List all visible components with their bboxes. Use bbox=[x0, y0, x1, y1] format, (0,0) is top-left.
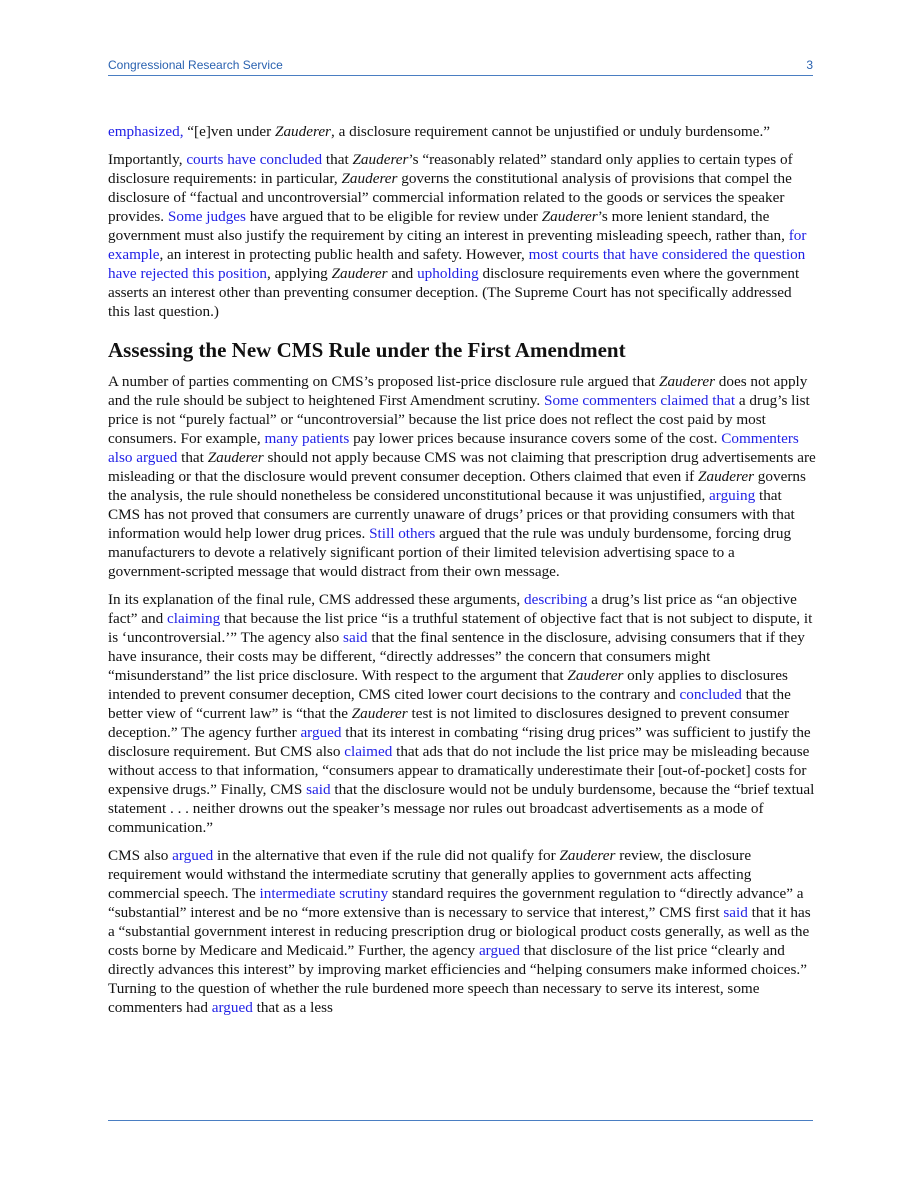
footer-divider bbox=[108, 1120, 813, 1121]
link-commenters-also-argued[interactable]: Commenters also argued bbox=[108, 430, 799, 466]
link-argued-4[interactable]: argued bbox=[211, 999, 253, 1016]
paragraph-5: CMS also argued in the alternative that even if the rule did not qualify for Zauderer review, the disclosure requirement would withstand the intermediate scrutiny that generally applies to government acts affecting commercial speech. The intermediate scrutiny standard requires the government regulation to “directly advance” a “substantial” interest and be no “more extensive than is necessary to service that interest,” CMS first said that it has a “substantial government interest in reducing prescription drug or biological product costs generally, as well as the costs borne by Medicare and Medicaid.” Further, the agency argued that disclosure of the list price “clearly and directly advances this interest” by improving market efficiencies and “helping consumers make informed choices.” Turning to the question of whether the rule burdened more speech than necessary to serve its interest, some commenters had argued that as a less bbox=[108, 847, 811, 1016]
link-for-example[interactable]: for example bbox=[108, 227, 807, 263]
link-concluded[interactable]: concluded bbox=[679, 686, 742, 703]
link-claimed[interactable]: claimed bbox=[344, 743, 393, 760]
link-said-2[interactable]: said bbox=[306, 781, 331, 798]
paragraph-3: A number of parties commenting on CMS’s proposed list-price disclosure rule argued that Zauderer does not apply and the rule should be subject to heightened First Amendment scrutiny. Some commenters claimed that a drug’s list price is not “purely factual” or “uncontroversial” because the list price does not reflect the cost paid by most consumers. For example, many patients pay lower prices because insurance covers some of the cost. Commenters also argued that Zauderer should not apply because CMS was not claiming that prescription drug advertisements are misleading or that the disclosure would prevent consumer deception. Others claimed that even if Zauderer governs the analysis, the rule should nonetheless be considered unconstitutional because it was unjustified, arguing that CMS has not proved that consumers are currently unaware of drugs’ prices or that providing consumers with that information would help lower drug prices. Still others argued that the rule was unduly burdensome, forcing drug manufacturers to devote a relatively significant portion of their limited television advertising space to a government-scripted message that would distract from their own message. bbox=[108, 373, 816, 580]
paragraph-2: Importantly, courts have concluded that Zauderer’s “reasonably related” standard only applies to certain types of disclosure requirements: in particular, Zauderer governs the constitutional analysis of provisions that compel the disclosure of “factual and uncontroversial” commercial information related to the goods or services the speaker provides. Some judges have argued that to be eligible for review under Zauderer’s more lenient standard, the government must also justify the requirement by citing an interest in preventing misleading speech, rather than, for example, an interest in protecting public health and safety. However, most courts that have considered the question have rejected this position, applying Zauderer and upholding disclosure requirements even where the government asserts an interest other than preventing consumer deception. (The Supreme Court has not specifically addressed this last question.) bbox=[108, 151, 807, 320]
link-said[interactable]: said bbox=[343, 629, 368, 646]
link-argued[interactable]: argued bbox=[300, 724, 342, 741]
link-arguing[interactable]: arguing bbox=[709, 487, 756, 504]
link-upholding[interactable]: upholding bbox=[417, 265, 479, 282]
page-number: 3 bbox=[806, 58, 813, 72]
link-argued-3[interactable]: argued bbox=[478, 942, 520, 959]
link-some-commenters[interactable]: Some commenters claimed that bbox=[544, 392, 736, 409]
document-body bbox=[108, 122, 816, 1026]
link-intermediate-scrutiny[interactable]: intermediate scrutiny bbox=[259, 885, 389, 902]
page-header bbox=[108, 57, 813, 76]
link-emphasized[interactable]: emphasized, bbox=[108, 123, 184, 140]
link-describing[interactable]: describing bbox=[524, 591, 588, 608]
paragraph-1: emphasized, “[e]ven under Zauderer, a disclosure requirement cannot be unjustified or unduly burdensome.” bbox=[108, 123, 771, 140]
link-some-judges[interactable]: Some judges bbox=[167, 208, 246, 225]
link-claiming[interactable]: claiming bbox=[167, 610, 221, 627]
link-many-patients[interactable]: many patients bbox=[264, 430, 350, 447]
link-argued-2[interactable]: argued bbox=[172, 847, 214, 864]
section-heading: Assessing the New CMS Rule under the First Amendment bbox=[108, 338, 626, 362]
link-still-others[interactable]: Still others bbox=[369, 525, 436, 542]
link-said-3[interactable]: said bbox=[723, 904, 748, 921]
link-courts-have-concluded[interactable]: courts have concluded bbox=[186, 151, 323, 168]
link-most-courts[interactable]: most courts that have considered the question have rejected this position bbox=[108, 246, 806, 282]
header-org: Congressional Research Service bbox=[108, 58, 283, 72]
paragraph-4: In its explanation of the final rule, CMS addressed these arguments, describing a drug’s list price as “an objective fact” and claiming that because the list price “is a truthful statement of objective fact that is not subject to dispute, it is ‘uncontroversial.’” The agency also said that the final sentence in the disclosure, advising consumers that if they have insurance, their costs may be different, “directly addresses” the concern that consumers might “misunderstand” the list price disclosure. With respect to the argument that Zauderer only applies to disclosures intended to prevent consumer deception, CMS cited lower court decisions to the contrary and concluded that the better view of “current law” is “that the Zauderer test is not limited to disclosures designed to prevent consumer deception.” The agency further argued that its interest in combating “rising drug prices” was sufficient to justify the disclosure requirement. But CMS also claimed that ads that do not include the list price may be misleading because without access to that information, “consumers appear to dramatically underestimate their [out-of-pocket] costs for expensive drugs.” Finally, CMS said that the disclosure would not be unduly burdensome, because the “brief textual statement . . . neither drowns out the speaker’s message nor rules out broadcast advertisements as a mode of communication.” bbox=[108, 591, 815, 836]
